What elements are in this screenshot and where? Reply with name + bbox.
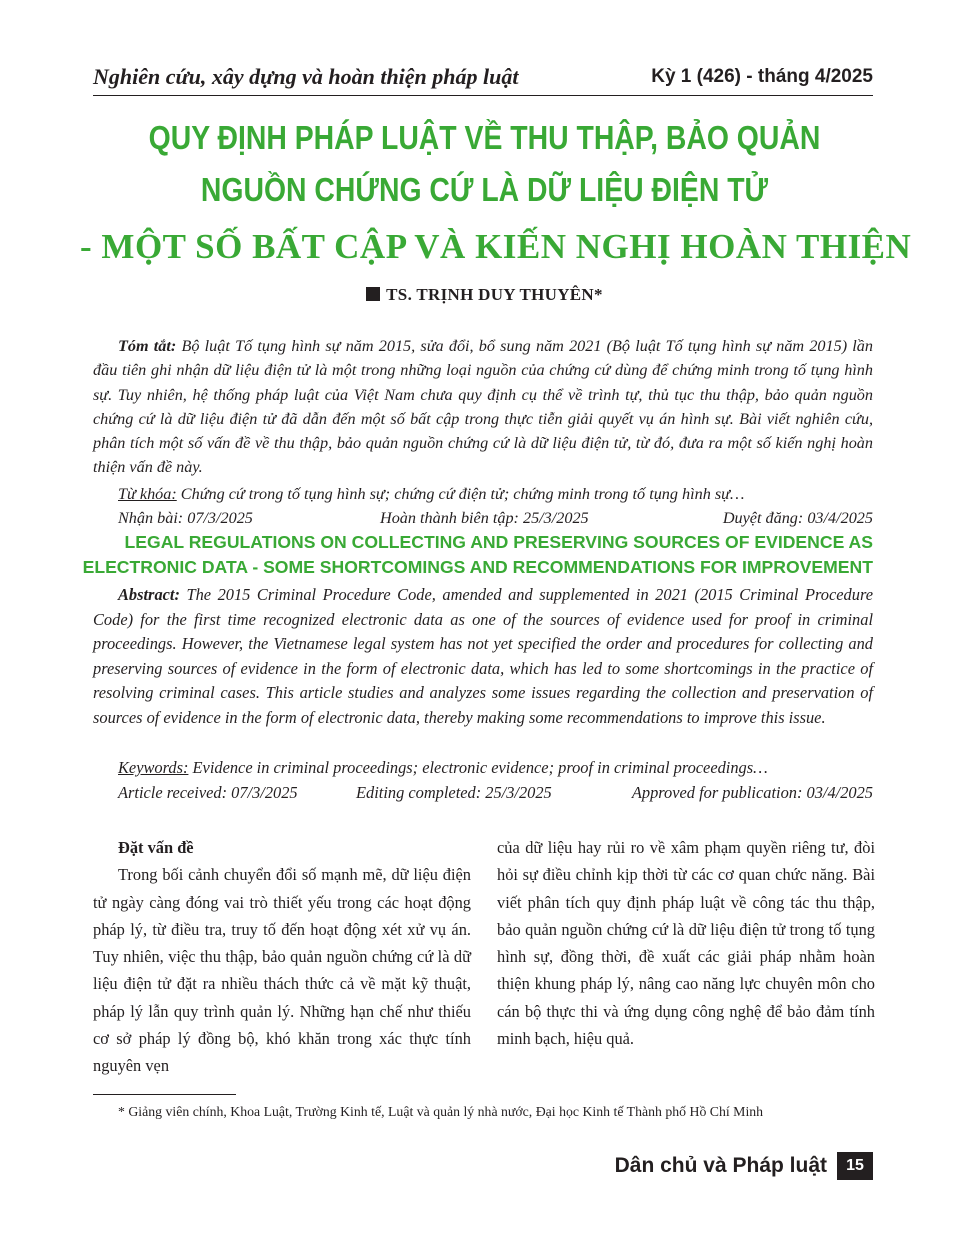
section-heading: Đặt vấn đề <box>118 838 194 857</box>
abstract-text-en: The 2015 Criminal Procedure Code, amended and supplemented in 2021 (2015 Criminal Procedure Code) for the first time recognized electronic data as one of the sources of evidence used for proof in criminal proceedings. However, the Vietnamese legal system has not yet specified the order and procedures for collecting and preserving sources of evidence in the form of electronic data, which has led to some shortcomings in the practice of resolving criminal cases. This article studies and analyzes some issues regarding the collection and preservation of sources of evidence in the form of electronic data, thereby making some recommendations to improve this issue. <box>93 585 873 727</box>
body-paragraph-left: Trong bối cảnh chuyển đổi số mạnh mẽ, dữ liệu điện tử ngày càng đóng vai trò thiết yếu trong các hoạt động pháp lý, từ điều tra, truy tố đến hoạt động xét xử vụ án. Tuy nhiên, việc thu thập, bảo quản nguồn chứng cứ là dữ liệu điện tử đặt ra nhiều thách thức cả về mặt kỹ thuật, pháp lý lẫn quy trình quản lý. Những hạn chế như thiếu cơ sở pháp lý đồng bộ, khó khăn trong xác thực tính nguyên vẹn <box>93 865 471 1076</box>
author-name: TS. TRỊNH DUY THUYÊN* <box>386 285 603 304</box>
abstract-label-vi: Tóm tắt: <box>118 337 177 355</box>
abstract-text-vi: Bộ luật Tố tụng hình sự năm 2015, sửa đổi, bổ sung năm 2021 (Bộ luật Tố tụng hình sự năm 2015) lần đầu tiên ghi nhận dữ liệu điện tử là một trong những loại nguồn của chứng cứ dùng để chứng minh trong tố tụng hình sự. Tuy nhiên, hệ thống pháp luật của Việt Nam chưa quy định cụ thể về trình tự, thủ tục thu thập, bảo quản nguồn chứng cứ là dữ liệu điện tử đã dẫn đến một số bất cập trong thực tiễn giải quyết vụ án hình sự. Bài viết nghiên cứu, phân tích một số vấn đề về thu thập, bảo quản nguồn chứng cứ là dữ liệu điện tử, từ đó, đưa ra một số kiến nghị hoàn thiện vấn đề này. <box>93 337 873 477</box>
running-header <box>93 64 873 94</box>
received-en: Article received: 07/3/2025 <box>118 783 298 802</box>
edited-vi: Hoàn thành biên tập: 25/3/2025 <box>380 509 589 527</box>
body-column-right <box>497 834 875 1052</box>
abstract-label-en: Abstract: <box>118 585 180 604</box>
keywords-label-en: Keywords: <box>118 758 189 777</box>
english-title-line-1: LEGAL REGULATIONS ON COLLECTING AND PRESERVING SOURCES OF EVIDENCE AS <box>124 532 873 552</box>
title-line-2: NGUỒN CHỨNG CỨ LÀ DỮ LIỆU ĐIỆN TỬ <box>200 171 769 208</box>
english-title-line-2: ELECTRONIC DATA - SOME SHORTCOMINGS AND RECOMMENDATIONS FOR IMPROVEMENT <box>82 557 873 577</box>
keywords-text-en: Evidence in criminal proceedings; electronic evidence; proof in criminal proceedings… <box>192 758 768 777</box>
footnote-rule <box>93 1094 236 1095</box>
body-column-left <box>93 834 471 1080</box>
square-bullet-icon <box>366 287 380 301</box>
header-rule <box>93 95 873 96</box>
title-line-1: QUY ĐỊNH PHÁP LUẬT VỀ THU THẬP, BẢO QUẢN <box>148 119 821 156</box>
title-line-3: - MỘT SỐ BẤT CẬP VÀ KIẾN NGHỊ HOÀN THIỆN <box>80 227 912 266</box>
edited-en: Editing completed: 25/3/2025 <box>356 783 552 802</box>
footnote: * Giảng viên chính, Khoa Luật, Trường Kinh tế, Luật và quản lý nhà nước, Đại học Kinh tế Thành phố Hồ Chí Minh <box>118 1104 764 1119</box>
header-issue: Kỳ 1 (426) - tháng 4/2025 <box>651 66 873 87</box>
received-vi: Nhận bài: 07/3/2025 <box>118 509 253 527</box>
english-abstract <box>93 583 873 731</box>
keywords-vi <box>118 485 873 504</box>
body-paragraph-right: của dữ liệu hay rủi ro về xâm phạm quyền riêng tư, đòi hỏi sự điều chỉnh kịp thời từ các cơ quan chức năng. Bài viết phân tích quy định pháp luật về công tác thu thập, bảo quản nguồn chứng cứ là dữ liệu điện tử trong tố tụng hình sự, đồng thời, đề xuất các giải pháp nhằm hoàn thiện khung pháp lý, nâng cao năng lực chuyên môn cho cán bộ thực thi và ứng dụng công nghệ để bảo đảm tính minh bạch, hiệu quả. <box>497 838 875 1049</box>
page-number: 15 <box>837 1152 873 1180</box>
approved-en: Approved for publication: 03/4/2025 <box>631 783 873 802</box>
author <box>0 285 969 305</box>
approved-vi: Duyệt đăng: 03/4/2025 <box>722 509 873 527</box>
keywords-en <box>118 758 873 778</box>
keywords-text-vi: Chứng cứ trong tố tụng hình sự; chứng cứ điện tử; chứng minh trong tố tụng hình sự… <box>180 485 745 503</box>
keywords-label-vi: Từ khóa: <box>118 485 177 503</box>
footer-journal: Dân chủ và Pháp luật <box>614 1154 827 1177</box>
vietnamese-abstract <box>93 334 873 480</box>
header-section: Nghiên cứu, xây dựng và hoàn thiện pháp luật <box>93 64 519 89</box>
